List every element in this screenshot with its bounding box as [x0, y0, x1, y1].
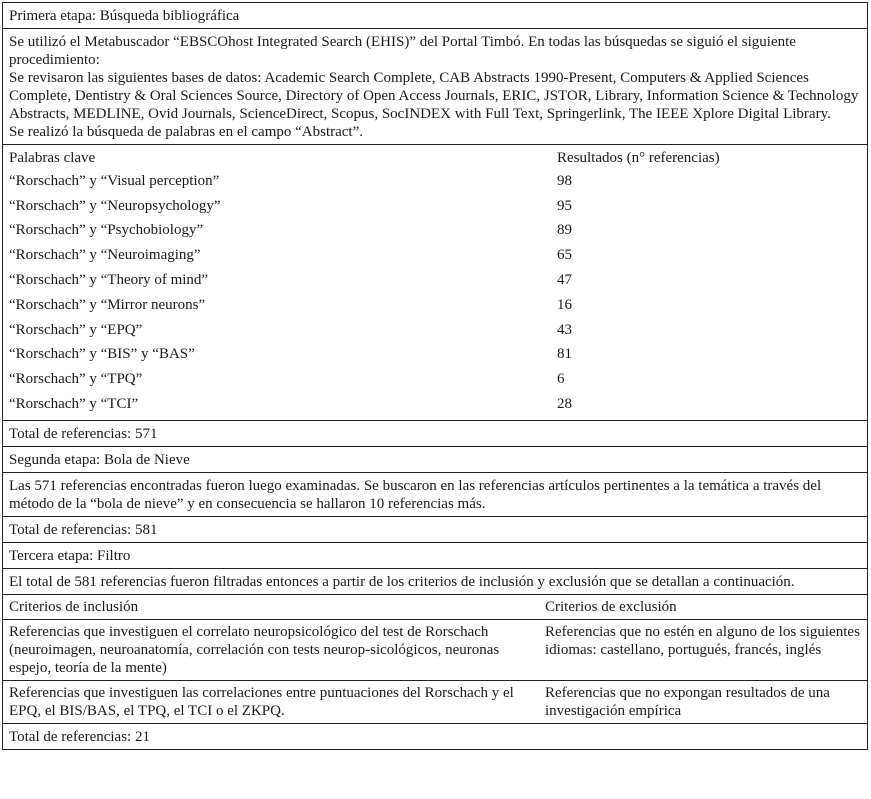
criteria-header-row [3, 595, 867, 619]
table-row [9, 169, 861, 194]
table-row [3, 681, 867, 723]
inclusion-cell: Referencias que investiguen el correlato neuropsicológico del test de Rorschach (neuroimagen, neuroanatomía, correlación con tests neurop-sicológicos, neuronas espejo, teoría de la mente) [9, 623, 500, 676]
table-row [9, 293, 861, 318]
stage3-description-text: El total de 581 referencias fueron filtradas entonces a partir de los criterios de inclusión y exclusión que se detallan a continuación. [9, 573, 795, 590]
table-row [9, 194, 861, 219]
keyword-cell: “Rorschach” y “EPQ” [9, 321, 143, 338]
result-cell: 28 [557, 396, 572, 413]
stage3-title-text: Tercera etapa: Filtro [9, 547, 131, 564]
stage2-total [2, 517, 868, 543]
stage3-total-text: Total de referencias: 21 [9, 728, 150, 745]
keywords-header-row [9, 148, 861, 169]
keyword-cell: “Rorschach” y “Theory of mind” [9, 272, 209, 289]
result-cell: 6 [557, 371, 565, 388]
keywords-header: Palabras clave [9, 150, 96, 166]
stage1-title-text: Primera etapa: Búsqueda bibliográfica [9, 8, 240, 24]
stage2-description [2, 473, 868, 517]
exclusion-cell: Referencias que no expongan resultados de una investigación empírica [545, 684, 830, 719]
stage2-total-text: Total de referencias: 581 [9, 521, 158, 538]
stage3-description [2, 569, 868, 595]
table-row [9, 392, 861, 417]
keyword-cell: “Rorschach” y “TPQ” [9, 371, 143, 388]
results-header: Resultados (n° referencias) [557, 150, 720, 166]
result-cell: 47 [557, 272, 572, 289]
stage2-title [2, 447, 868, 473]
stage1-description-line-3: Se realizó la búsqueda de palabras en el campo “Abstract”. [9, 124, 364, 140]
stage1-total [2, 421, 868, 447]
result-cell: 95 [557, 197, 572, 214]
stage3-title [2, 543, 868, 569]
keyword-cell: “Rorschach” y “Neuroimaging” [9, 247, 201, 264]
result-cell: 65 [557, 247, 572, 264]
inclusion-cell: Referencias que investiguen las correlaciones entre puntuaciones del Rorschach y el EPQ, el BIS/BAS, el TPQ, el TCI o el ZKPQ. [9, 684, 514, 719]
search-procedure-table [2, 2, 868, 750]
keywords-table [2, 145, 868, 421]
stage1-description [2, 29, 868, 145]
table-row [9, 343, 861, 368]
result-cell: 98 [557, 172, 572, 189]
result-cell: 43 [557, 321, 572, 338]
table-row [9, 219, 861, 244]
keyword-cell: “Rorschach” y “Neuropsychology” [9, 197, 221, 214]
exclusion-header: Criterios de exclusión [545, 598, 677, 615]
table-row [9, 367, 861, 392]
criteria-table [2, 595, 868, 724]
keyword-cell: “Rorschach” y “Mirror neurons” [9, 296, 206, 313]
table-row [3, 619, 867, 681]
stage3-total [2, 724, 868, 750]
keyword-cell: “Rorschach” y “Psychobiology” [9, 222, 204, 239]
table-row [9, 268, 861, 293]
result-cell: 81 [557, 346, 572, 363]
keyword-cell: “Rorschach” y “Visual perception” [9, 172, 220, 189]
exclusion-cell: Referencias que no estén en alguno de los siguientes idiomas: castellano, portugués, francés, inglés [545, 623, 860, 658]
inclusion-header: Criterios de inclusión [9, 598, 139, 615]
keyword-cell: “Rorschach” y “TCI” [9, 396, 139, 413]
stage1-total-text: Total de referencias: 571 [9, 425, 158, 442]
keyword-cell: “Rorschach” y “BIS” y “BAS” [9, 346, 195, 363]
stage1-description-line-2: Se revisaron las siguientes bases de datos: Academic Search Complete, CAB Abstracts 1990-Present, Computers & Applied Sciences Complete, Dentistry & Oral Sciences Source, Directory of Open Access Journals, ERIC, JSTOR, Library, Information Science & Technology Abstracts, MEDLINE, Ovid Journals, ScienceDirect, Scopus, SocINDEX with Full Text, Springerlink, The IEEE Xplore Digital Library. [9, 70, 859, 122]
result-cell: 16 [557, 296, 572, 313]
stage2-title-text: Segunda etapa: Bola de Nieve [9, 451, 190, 468]
table-row [9, 243, 861, 268]
result-cell: 89 [557, 222, 572, 239]
table-row [9, 318, 861, 343]
stage1-description-line-1: Se utilizó el Metabuscador “EBSCOhost Integrated Search (EHIS)” del Portal Timbó. En todas las búsquedas se siguió el siguiente procedimiento: [9, 34, 796, 68]
stage1-title [2, 2, 868, 29]
stage2-description-text: Las 571 referencias encontradas fueron luego examinadas. Se buscaron en las referencias artículos pertinentes a la temática a través del método de la “bola de nieve” y en consecuencia se hallaron 10 referencias más. [9, 477, 822, 512]
